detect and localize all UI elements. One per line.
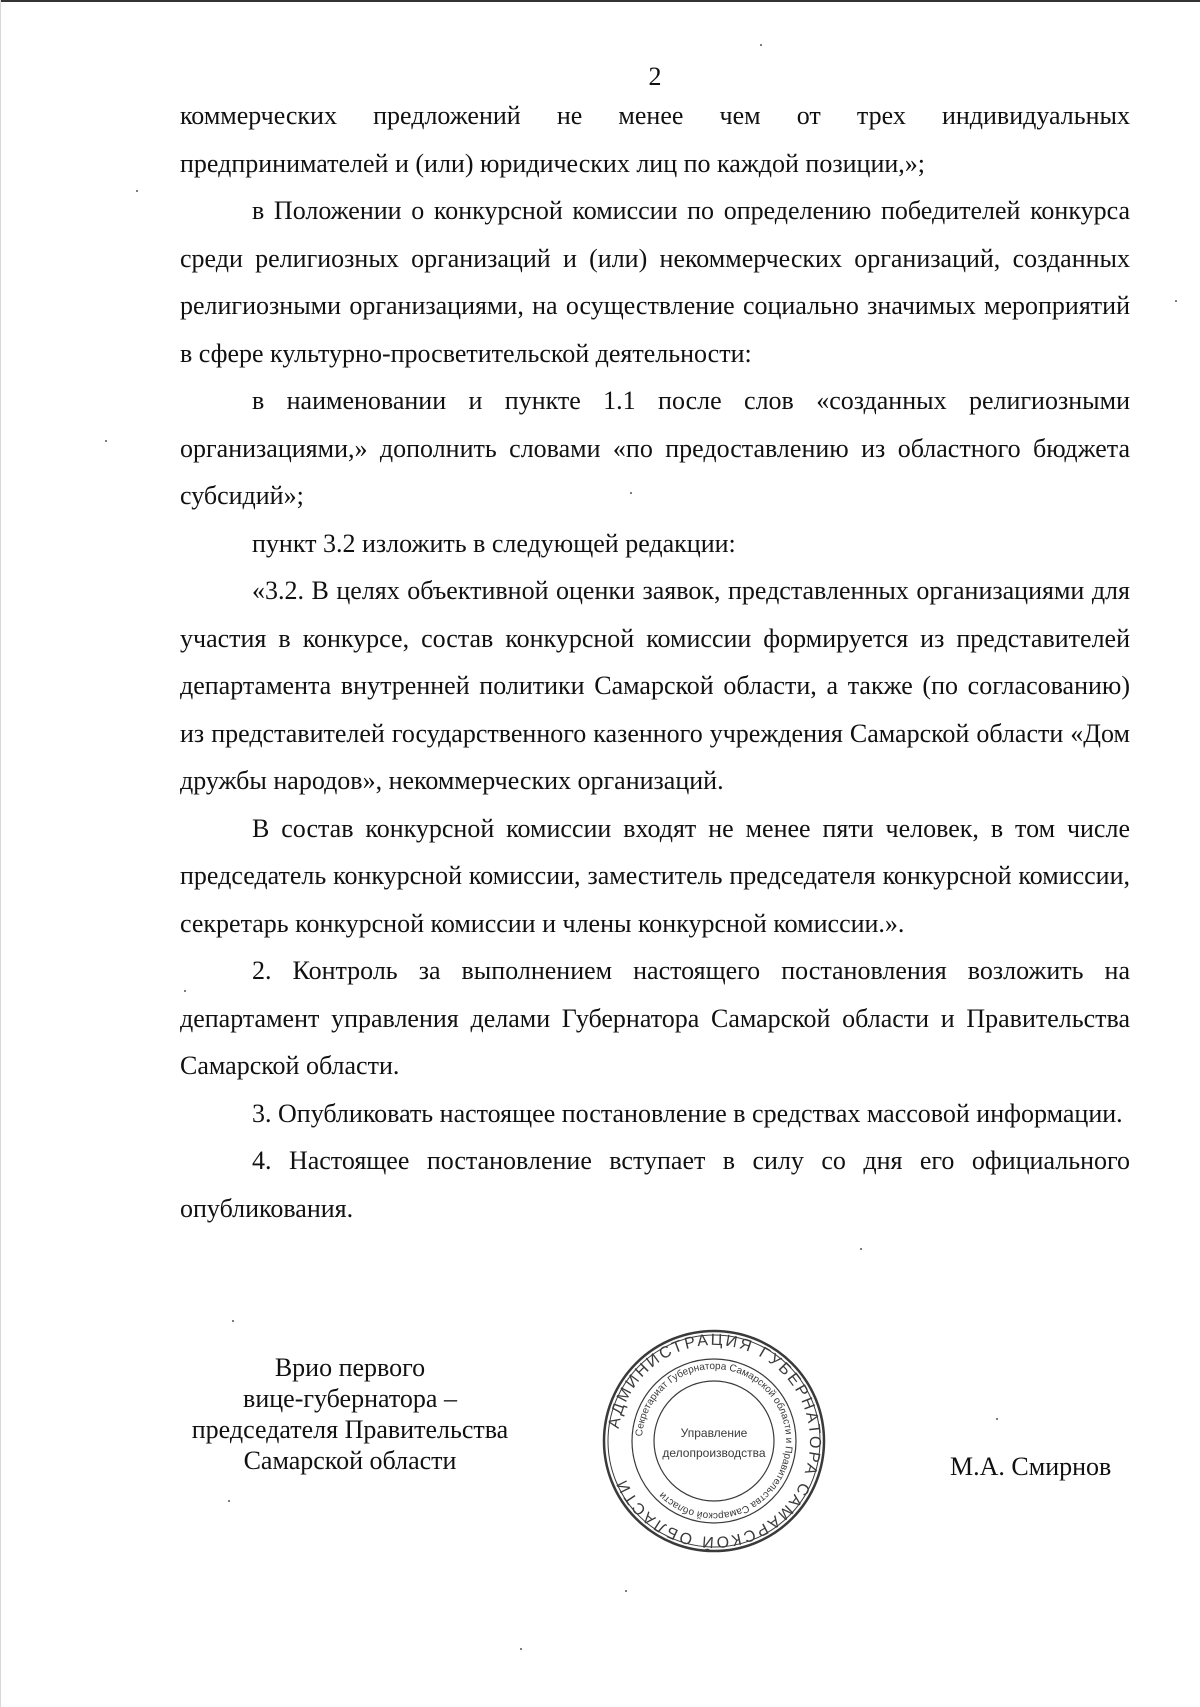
scan-speck [228,1500,230,1502]
paragraph-8: 3. Опубликовать настоящее постановление в средствах массовой информации. [252,1098,1123,1128]
paragraph-2: в Положении о конкурсной комиссии по определению победителей конкурса среди религиозных организаций и (или) некоммерческих организаций, созданных религиозными организациями, на осуществление социально значимых мероприятий в сфере культурно-просветительской деятельности: [180,196,1130,368]
document-body [180,92,1130,1232]
paragraph-1: коммерческих предложений не менее чем от трех индивидуальных предпринимателей и (или) юридических лиц по каждой позиции,»; [180,101,1130,178]
paragraph-3: в наименовании и пункте 1.1 после слов «созданных религиозными организациями,» дополнить словами «по предоставлению из областного бюджета субсидий»; [180,386,1130,510]
scan-speck [630,492,632,494]
scan-speck [184,990,186,992]
stamp-center-line-1: Управление [680,1426,748,1440]
scan-speck [232,1320,234,1322]
paragraph-4: пункт 3.2 изложить в следующей редакции: [252,528,736,558]
position-line-1: Врио первого [274,1353,426,1382]
page-top-border [0,0,1200,2]
scan-speck [760,44,762,46]
scan-speck [996,1418,998,1420]
page-left-edge [0,0,1,1707]
paragraph-9: 4. Настоящее постановление вступает в силу со дня его официального опубликования. [180,1146,1130,1223]
scan-speck [860,1248,862,1250]
scan-speck [105,440,107,442]
stamp-outer-text: АДМИНИСТРАЦИЯ ГУБЕРНАТОРА САМАРСКОЙ ОБЛАСТИ [605,1331,824,1551]
page-number: 2 [648,62,662,91]
paragraph-7: 2. Контроль за выполнением настоящего постановления возложить на департамент управления делами Губернатора Самарской области и Правительства Самарской области. [180,956,1130,1080]
position-line-4: Самарской области [243,1446,457,1475]
paragraph-6: В состав конкурсной комиссии входят не менее пяти человек, в том числе председатель конкурсной комиссии, заместитель председателя конкурсной комиссии, секретарь конкурсной комиссии и члены конкурсной комиссии.». [180,813,1130,938]
stamp-center-line-2: делопроизводства [662,1446,766,1460]
official-stamp [600,1327,828,1555]
position-line-3: председателя Правительства [191,1415,509,1444]
signatory-position [170,1352,530,1476]
position-line-2: вице-губернатора – [243,1384,457,1413]
scan-speck [625,1590,627,1592]
paragraph-5: «3.2. В целях объективной оценки заявок, представленных организациями для участия в конкурсе, состав конкурсной комиссии формируется из представителей департамента внутренней политики Самарской области, а также (по согласованию) из представителей государственного казенного учреждения Самарской области «Дом дружбы народов», некоммерческих организаций. [180,576,1130,795]
stamp-inner-text: Секретариат Губернатора Самарской области и Правительства Самарской области [634,1360,795,1522]
scan-speck [136,190,138,192]
scan-speck [1175,300,1177,302]
scan-speck [520,1648,522,1650]
signer-name: М.А. Смирнов [950,1452,1112,1481]
